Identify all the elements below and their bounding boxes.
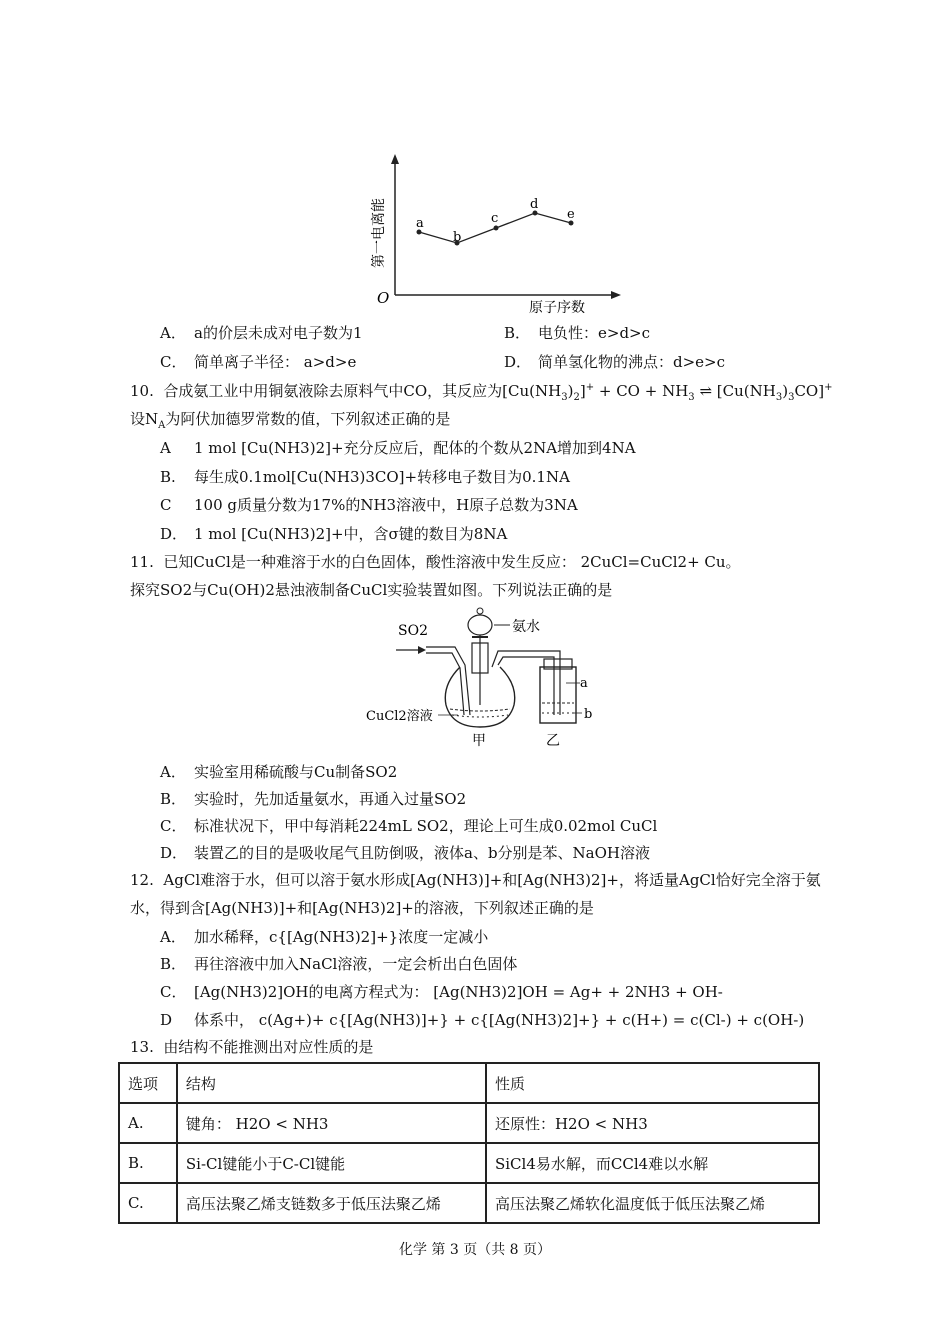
q12-option-d: D 体系中， c(Ag+)+ c{[Ag(NH3)]+} + c{[Ag(NH3)2]+} + c(H+) = c(Cl-) + c(OH-) [160, 1011, 805, 1029]
point-label-e: e [567, 207, 575, 222]
x-axis-arrow [611, 291, 621, 299]
table-row [119, 1183, 819, 1223]
header-structure: 结构 [177, 1063, 486, 1103]
q10-option-c: C 100 g质量分数为17%的NH3溶液中，H原子总数为3NA [160, 496, 578, 514]
row-option: C. [119, 1183, 177, 1223]
q9-option-d: D． 简单氢化物的沸点：d>e>c [504, 353, 726, 371]
q13-table [118, 1062, 820, 1224]
q12-stem-line1: 12. AgCl难溶于水，但可以溶于氨水形成[Ag(NH3)]+和[Ag(NH3)2]+，将适量AgCl恰好完全溶于氨 [130, 871, 821, 889]
q10-stem-line2: 设$N_A$为阿伏加德罗常数的值，下列叙述正确的是 [130, 410, 451, 431]
so2-label: SO2 [398, 623, 428, 639]
q12-stem-line2: 水，得到含[Ag(NH3)]+和[Ag(NH3)2]+的溶液，下列叙述正确的是 [130, 899, 594, 917]
row-option: A. [119, 1103, 177, 1143]
origin-label: O [377, 289, 390, 307]
q10-option-b: B. 每生成0.1mol[Cu(NH3)3CO]+转移电子数目为0.1NA [160, 468, 570, 486]
q12-option-c: C． [Ag(NH3)2]OH的电离方程式为： [Ag(NH3)2]OH = Ag+ + 2NH3 + OH- [160, 983, 723, 1001]
q11-option-d: D． 装置乙的目的是吸收尾气且防倒吸，液体a、b分别是苯、NaOH溶液 [160, 844, 650, 862]
cucl2-label: CuCl2溶液 [366, 709, 433, 724]
q10-option-a: A 1 mol [Cu(NH3)2]+充分反应后，配体的个数从2NA增加到4NA [160, 439, 636, 457]
q11-option-a: A． 实验室用稀硫酸与Cu制备SO2 [160, 763, 398, 781]
table-row [119, 1143, 819, 1183]
q9-option-a: A． a的价层未成对电子数为1 [160, 324, 363, 342]
ionization-energy-graph [355, 150, 625, 320]
q12-option-a: A． 加水稀释，c{[Ag(NH3)2]+}浓度一定减小 [160, 928, 489, 946]
row-property: 还原性：H2O < NH3 [486, 1103, 819, 1143]
q10-stem-line1: 10. 合成氨工业中用铜氨液除去原料气中CO，其反应为$[Cu(NH_3)_2]^+$ + CO + $NH_3$ ⇌ $[Cu(NH_3)_3CO]^+$ [130, 382, 833, 403]
point-label-c: c [491, 211, 499, 226]
q9-option-c: C． 简单离子半径： a>d>e [160, 353, 357, 371]
point-c [494, 226, 499, 231]
point-label-d: d [530, 197, 539, 212]
header-option: 选项 [119, 1063, 177, 1103]
page-footer: 化学 第 3 页（共 8 页） [398, 1242, 552, 1258]
jia-label: 甲 [472, 733, 486, 749]
y-axis-arrow [391, 154, 399, 164]
y-axis-label: 第一电离能 [371, 198, 387, 268]
layer-b-label: b [584, 707, 593, 722]
row-property: SiCl4易水解，而CCl4难以水解 [486, 1143, 819, 1183]
table-row [119, 1103, 819, 1143]
point-label-a: a [416, 216, 424, 231]
x-axis-label: 原子序数 [529, 300, 585, 316]
row-structure: Si-Cl键能小于C-Cl键能 [177, 1143, 486, 1183]
row-property: 高压法聚乙烯软化温度低于低压法聚乙烯 [486, 1183, 819, 1223]
q9-option-b: B． 电负性：e>d>c [504, 324, 651, 342]
q12-option-b: B． 再往溶液中加入NaCl溶液，一定会析出白色固体 [160, 955, 518, 973]
row-option: B. [119, 1143, 177, 1183]
yi-label: 乙 [546, 733, 560, 749]
q13-stem: 13. 由结构不能推测出对应性质的是 [130, 1038, 374, 1056]
row-structure: 键角： H2O < NH3 [177, 1103, 486, 1143]
header-property: 性质 [486, 1063, 819, 1103]
layer-a-label: a [580, 676, 588, 691]
q11-option-b: B． 实验时，先加适量氨水，再通入过量SO2 [160, 790, 467, 808]
row-structure: 高压法聚乙烯支链数多于低压法聚乙烯 [177, 1183, 486, 1223]
q11-stem-line1: 11. 已知CuCl是一种难溶于水的白色固体，酸性溶液中发生反应： 2CuCl=CuCl2+ Cu。 [130, 553, 741, 571]
q11-stem-line2: 探究SO2与Cu(OH)2悬浊液制备CuCl实验装置如图。下列说法正确的是 [130, 581, 613, 599]
ammonia-label: 氨水 [512, 619, 540, 635]
apparatus-diagram [360, 605, 610, 755]
q10-option-d: D． 1 mol [Cu(NH3)2]+中，含σ键的数目为8NA [160, 525, 508, 543]
q11-option-c: C． 标准状况下，甲中每消耗224mL SO2，理论上可生成0.02mol CuCl [160, 817, 658, 835]
point-label-b: b [453, 230, 462, 245]
table-header-row [119, 1063, 819, 1103]
